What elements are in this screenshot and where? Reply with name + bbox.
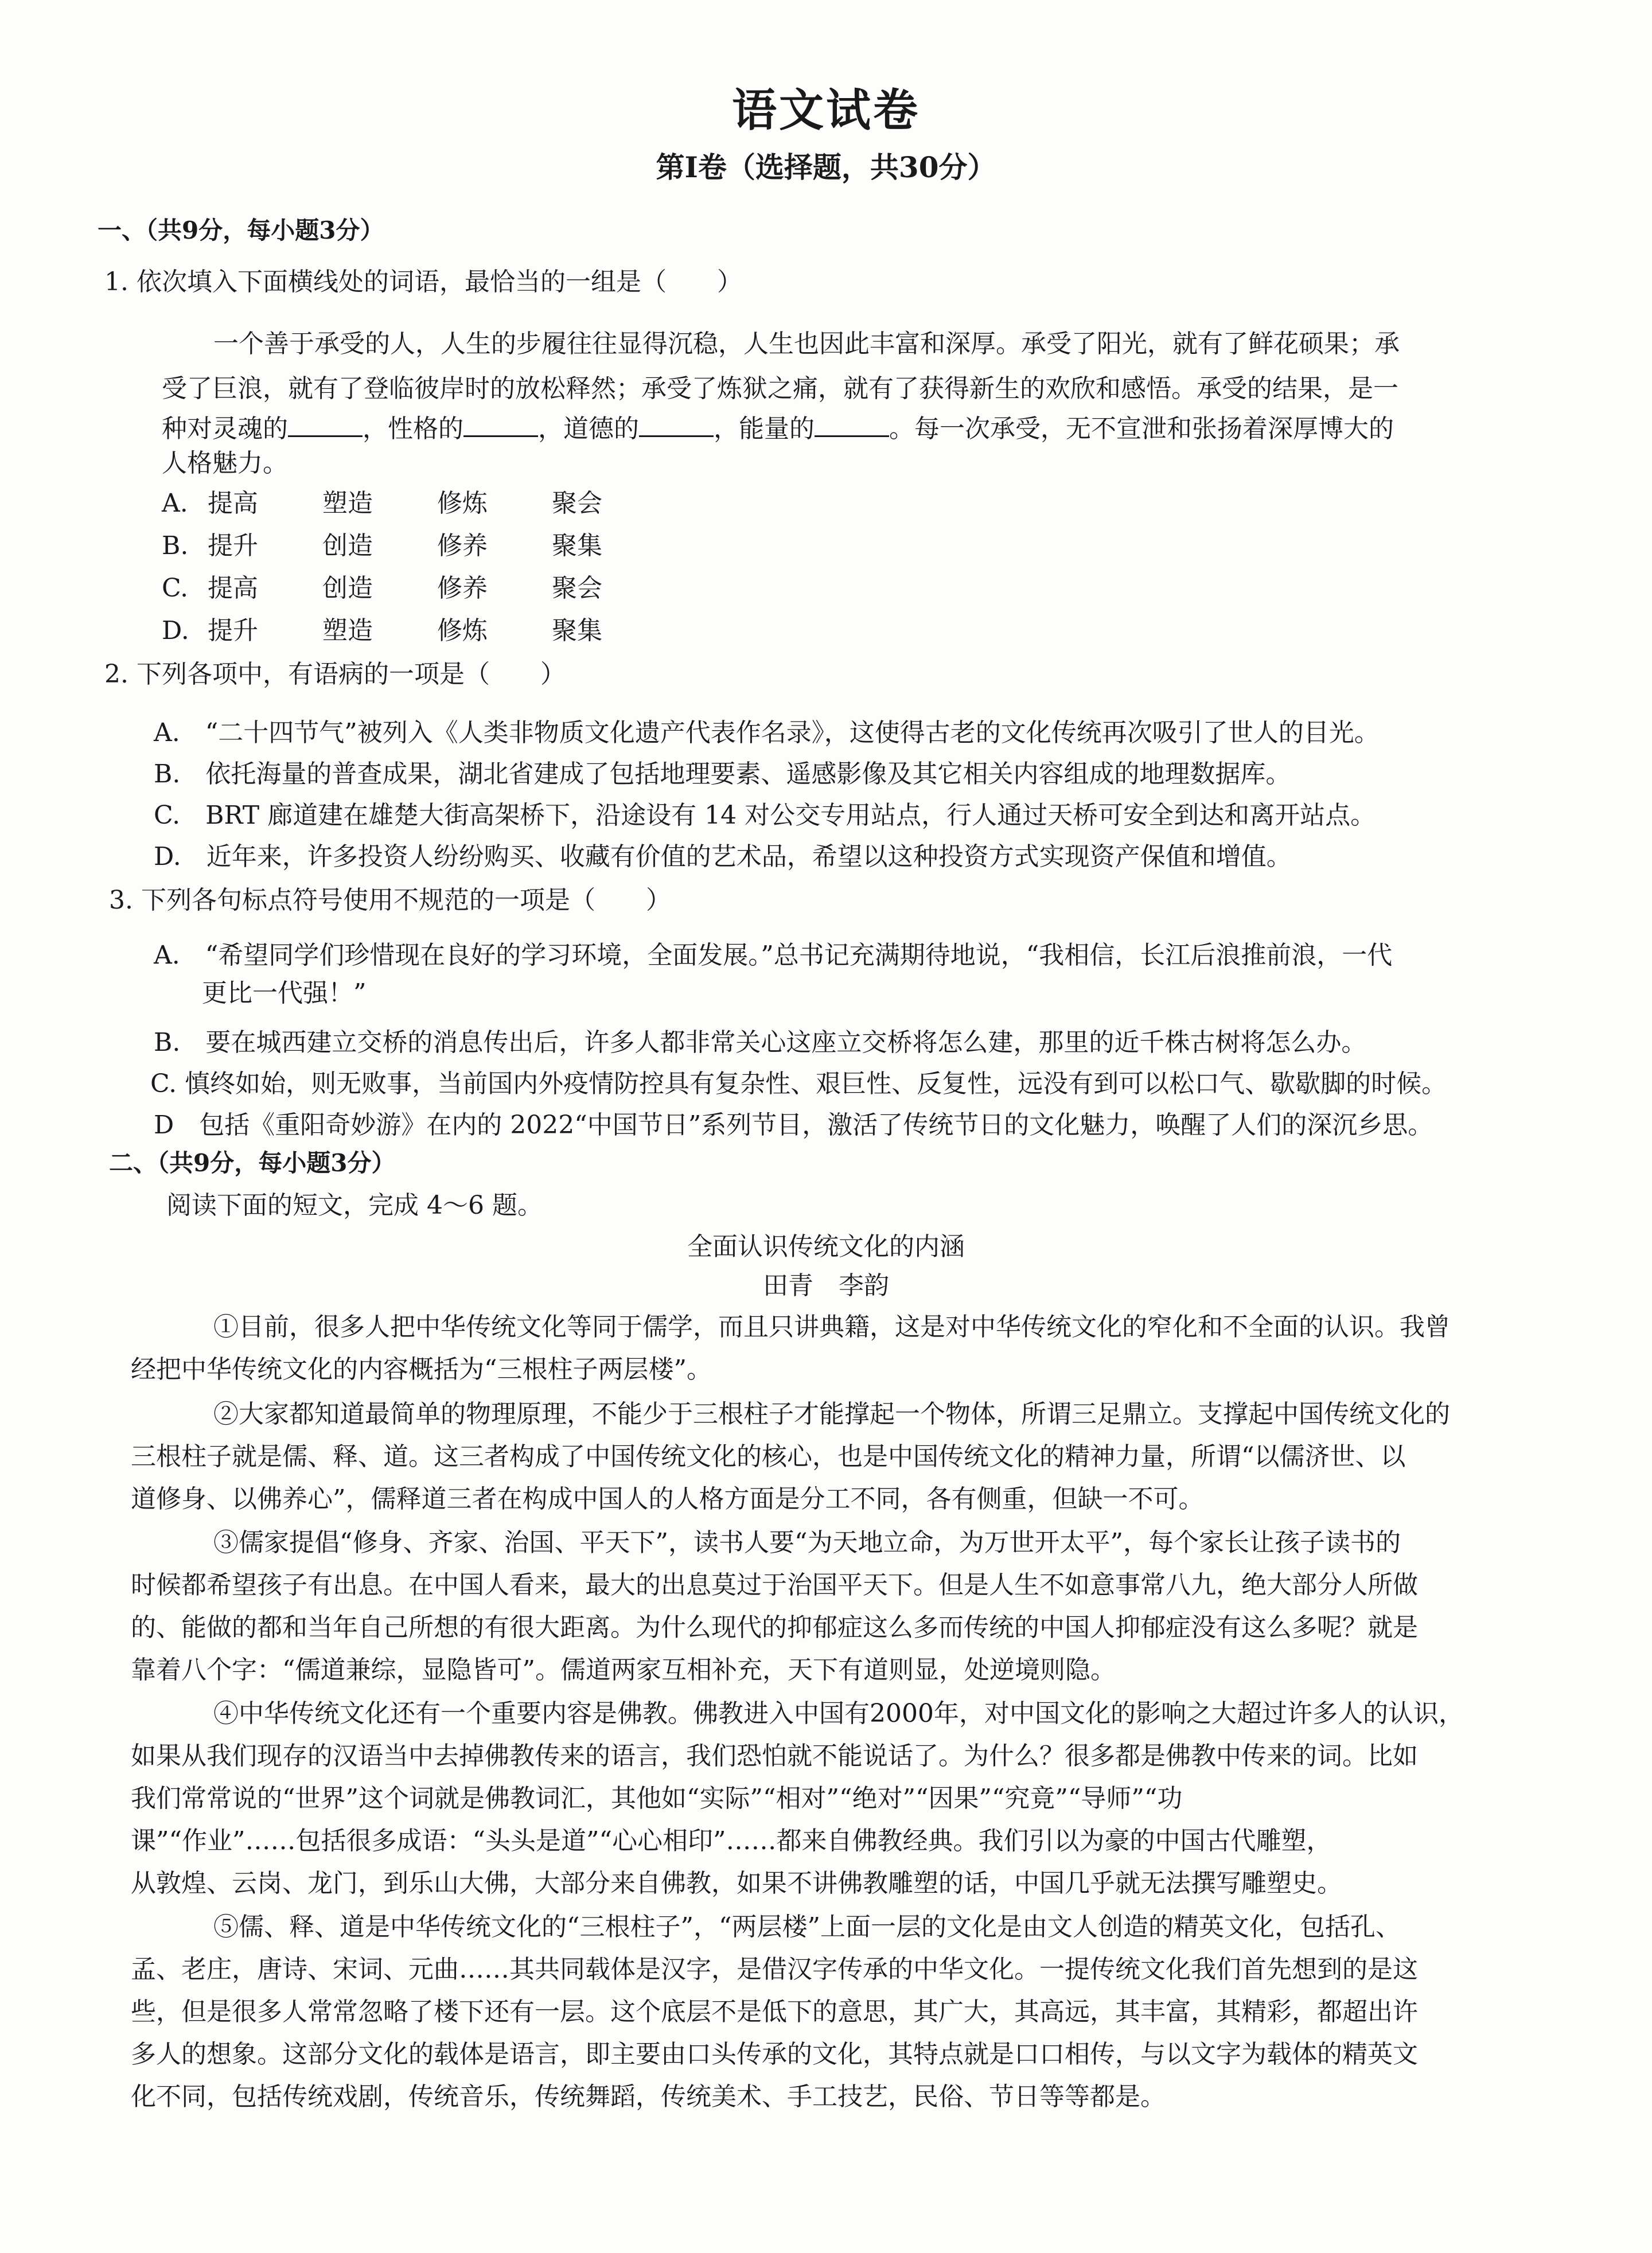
q3-option-b: B. 要在城西建立交桥的消息传出后，许多人都非常关心这座立交桥将怎么建，那里的近千株古树将怎么办。 bbox=[154, 1028, 1367, 1057]
article-authors: 田青 李韵 bbox=[763, 1271, 889, 1300]
article-paragraph-line: 从敦煌、云岗、龙门，到乐山大佛，大部分来自佛教，如果不讲佛教雕塑的话，中国几乎就无法撰写雕塑史。 bbox=[131, 1869, 1342, 1898]
article-paragraph-line: 道修身、以佛养心”，儒释道三者在构成中国人的人格方面是分工不同，各有侧重，但缺一不可。 bbox=[131, 1484, 1204, 1514]
option-letter: C. bbox=[162, 574, 189, 603]
q1-option-b bbox=[162, 529, 678, 563]
article-paragraph-line: 些，但是很多人常常忽略了楼下还有一层。这个底层不是低下的意思，其广大，其高远，其丰富，其精彩，都超出许 bbox=[131, 1997, 1418, 2026]
q1-passage-line3 bbox=[162, 412, 1394, 446]
q2-option-c: C. BRT 廊道建在雄楚大街高架桥下，沿途设有 14 对公交专用站点，行人通过天桥可安全到达和离开站点。 bbox=[154, 801, 1376, 830]
option-word: 提升 bbox=[208, 616, 258, 645]
option-word: 修养 bbox=[437, 531, 488, 560]
q1-passage-line2: 受了巨浪，就有了登临彼岸时的放松释然；承受了炼狱之痛，就有了获得新生的欢欣和感悟。承受的结果，是一 bbox=[162, 374, 1398, 403]
option-word: 创造 bbox=[322, 574, 373, 603]
q1-text-segment: ，能量的 bbox=[714, 414, 815, 443]
article-paragraph-line: 三根柱子就是儒、释、道。这三者构成了中国传统文化的核心，也是中国传统文化的精神力量，所谓“以儒济世、以 bbox=[131, 1442, 1406, 1471]
fill-blank-1 bbox=[288, 412, 363, 437]
section1-header: 一、（共9分，每小题3分） bbox=[98, 216, 384, 244]
option-word: 塑造 bbox=[322, 616, 373, 645]
fill-blank-4 bbox=[815, 412, 889, 437]
fill-blank-2 bbox=[463, 412, 538, 437]
q2-option-d: D. 近年来，许多投资人纷纷购买、收藏有价值的艺术品，希望以这种投资方式实现资产保值和增值。 bbox=[154, 842, 1292, 871]
fill-blank-3 bbox=[639, 412, 714, 437]
q3-option-d: D 包括《重阳奇妙游》在内的 2022“中国节日”系列节目，激活了传统节日的文化魅力，唤醒了人们的深沉乡思。 bbox=[154, 1110, 1433, 1140]
article-paragraph-line: ④中华传统文化还有一个重要内容是佛教。佛教进入中国有2000年，对中国文化的影响之大超过许多人的认识， bbox=[213, 1699, 1464, 1728]
option-word: 提高 bbox=[208, 574, 258, 603]
article-paragraph-line: 经把中华传统文化的内容概括为“三根柱子两层楼”。 bbox=[131, 1355, 712, 1384]
q2-option-a: A. “二十四节气”被列入《人类非物质文化遗产代表作名录》，这使得古老的文化传统再次吸引了世人的目光。 bbox=[154, 718, 1380, 747]
article-paragraph-line: 靠着八个字：“儒道兼综，显隐皆可”。儒道两家互相补充，天下有道则显，处逆境则隐。 bbox=[131, 1655, 1116, 1685]
q3-option-a-line1: A. “希望同学们珍惜现在良好的学习环境，全面发展。”总书记充满期待地说，“我相信，长江后浪推前浪，一代 bbox=[154, 941, 1393, 970]
option-letter: B. bbox=[162, 531, 189, 560]
article-title: 全面认识传统文化的内涵 bbox=[687, 1232, 965, 1261]
article-paragraph-line: 的、能做的都和当年自己所想的有很大距离。为什么现代的抑郁症这么多而传统的中国人抑郁症没有这么多呢？就是 bbox=[131, 1613, 1418, 1642]
article-paragraph-line: ②大家都知道最简单的物理原理，不能少于三根柱子才能撑起一个物体，所谓三足鼎立。支撑起中国传统文化的 bbox=[213, 1400, 1450, 1429]
article-paragraph-line: 时候都希望孩子有出息。在中国人看来，最大的出息莫过于治国平天下。但是人生不如意事常八九，绝大部分人所做 bbox=[131, 1570, 1418, 1600]
q1-passage-line1: 一个善于承受的人，人生的步履往往显得沉稳，人生也因此丰富和深厚。承受了阳光，就有了鲜花硕果；承 bbox=[213, 329, 1400, 358]
article-paragraph-line: 化不同，包括传统戏剧，传统音乐，传统舞蹈，传统美术、手工技艺，民俗、节日等等都是。 bbox=[131, 2082, 1166, 2111]
option-word: 聚会 bbox=[552, 574, 602, 603]
q3-option-c: C. 慎终如始，则无败事，当前国内外疫情防控具有复杂性、艰巨性、反复性，远没有到可以松口气、歇歇脚的时候。 bbox=[150, 1069, 1447, 1098]
q1-text-segment: 。每一次承受，无不宣泄和张扬着深厚博大的 bbox=[889, 414, 1394, 443]
option-word: 聚会 bbox=[552, 489, 602, 518]
article-paragraph-line: 多人的想象。这部分文化的载体是语言，即主要由口头传承的文化，其特点就是口口相传，与以文字为载体的精英文 bbox=[131, 2040, 1418, 2069]
article-paragraph-line: 如果从我们现存的汉语当中去掉佛教传来的语言，我们恐怕就不能说话了。为什么？很多都是佛教中传来的词。比如 bbox=[131, 1741, 1418, 1771]
section2-header: 二、（共9分，每小题3分） bbox=[109, 1149, 396, 1177]
q1-option-a bbox=[162, 486, 678, 521]
option-word: 修炼 bbox=[437, 616, 488, 645]
article-paragraph-line: ⑤儒、释、道是中华传统文化的“三根柱子”，“两层楼”上面一层的文化是由文人创造的精英文化，包括孔、 bbox=[213, 1912, 1401, 1942]
option-word: 聚集 bbox=[552, 616, 602, 645]
option-word: 提升 bbox=[208, 531, 258, 560]
option-word: 塑造 bbox=[322, 489, 373, 518]
q2-option-b: B. 依托海量的普查成果，湖北省建成了包括地理要素、遥感影像及其它相关内容组成的地理数据库。 bbox=[154, 759, 1291, 789]
q1-text-segment: 种对灵魂的 bbox=[162, 414, 288, 443]
option-word: 聚集 bbox=[552, 531, 602, 560]
article-paragraph-line: ③儒家提倡“修身、齐家、治国、平天下”，读书人要“为天地立命，为万世开太平”，每个家长让孩子读书的 bbox=[213, 1528, 1401, 1557]
article-paragraph-line: 课”“作业”……包括很多成语：“头头是道”“心心相印”……都来自佛教经典。我们引以为豪的中国古代雕塑， bbox=[131, 1826, 1332, 1856]
option-word: 修养 bbox=[437, 574, 488, 603]
section2-instruction: 阅读下面的短文，完成 4～6 题。 bbox=[166, 1191, 543, 1220]
option-word: 修炼 bbox=[437, 489, 488, 518]
q1-option-d bbox=[162, 614, 678, 648]
q3-stem: 3. 下列各句标点符号使用不规范的一项是（ ） bbox=[109, 886, 671, 915]
q3-option-a-line2: 更比一代强！” bbox=[202, 979, 367, 1008]
exam-title: 语文试卷 bbox=[731, 84, 920, 137]
article-paragraph-line: 我们常常说的“世界”这个词就是佛教词汇，其他如“实际”“相对”“绝对”“因果”“究竟”“导师”“功 bbox=[131, 1784, 1183, 1813]
article-paragraph-line: ①目前，很多人把中华传统文化等同于儒学，而且只讲典籍，这是对中华传统文化的窄化和不全面的认识。我曾 bbox=[213, 1312, 1450, 1342]
option-letter: A. bbox=[162, 489, 188, 518]
volume-title: 第Ⅰ卷（选择题，共30分） bbox=[656, 150, 996, 184]
q1-stem: 1. 依次填入下面横线处的词语，最恰当的一组是（ ） bbox=[104, 267, 742, 297]
q1-passage-line4: 人格魅力。 bbox=[162, 449, 288, 478]
q1-option-c bbox=[162, 571, 678, 606]
option-word: 创造 bbox=[322, 531, 373, 560]
q2-stem: 2. 下列各项中，有语病的一项是（ ） bbox=[104, 660, 566, 689]
option-word: 提高 bbox=[208, 489, 258, 518]
q1-text-segment: ，道德的 bbox=[538, 414, 639, 443]
option-letter: D. bbox=[162, 616, 189, 645]
q1-text-segment: ，性格的 bbox=[363, 414, 463, 443]
article-paragraph-line: 孟、老庄，唐诗、宋词、元曲……其共同载体是汉字，是借汉字传承的中华文化。一提传统文化我们首先想到的是这 bbox=[131, 1955, 1418, 1984]
